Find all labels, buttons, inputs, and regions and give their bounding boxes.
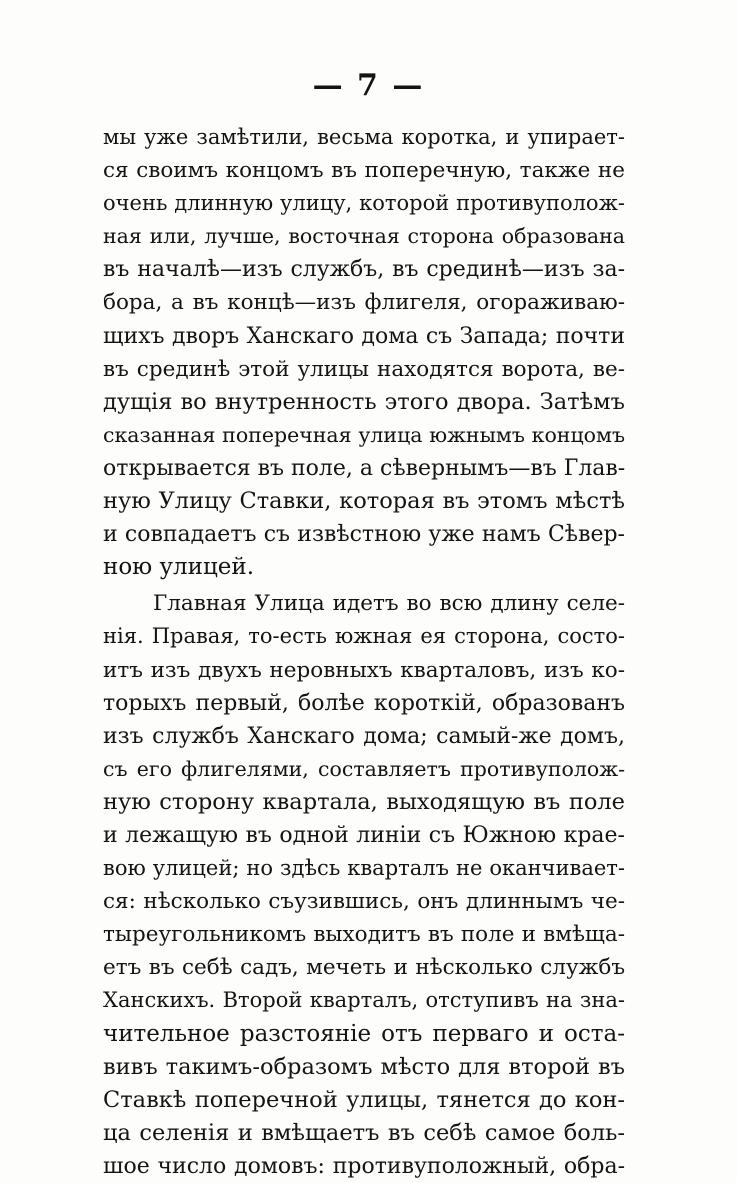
text-line: итъ изъ двухъ неровныхъ кварталовъ, изъ ко-: [103, 657, 625, 683]
text-line: открывается въ поле, а сѣвернымъ—въ Глав-: [103, 455, 625, 481]
text-line: нія. Правая, то-есть южная ея сторона, состо-: [103, 624, 625, 649]
text-line: Ставкѣ поперечной улицы, тянется до кон-: [103, 1086, 625, 1113]
text-line: торыхъ первый, болѣе короткій, образованъ: [103, 690, 625, 716]
text-line: чительное разстояніе отъ перваго и оста-: [103, 1020, 625, 1047]
text-line: ца селенія и вмѣщаетъ въ себѣ самое боль-: [103, 1119, 625, 1146]
paragraph: [103, 121, 625, 584]
body-text: [103, 121, 625, 1183]
text-line: ся своимъ концомъ въ поперечную, также не: [103, 158, 625, 184]
text-line: сказанная поперечная улица южнымъ концомъ: [103, 422, 625, 447]
text-line: Главная Улица идетъ во всю длину селе-: [153, 591, 625, 617]
text-line: етъ въ себѣ садъ, мечеть и нѣсколько службъ: [103, 955, 625, 981]
page-number: — 7 —: [312, 68, 425, 103]
text-line: мы уже замѣтили, весьма коротка, и упирает-: [103, 125, 625, 149]
text-line: вою улицей; но здѣсь кварталъ не оканчивает-: [103, 856, 625, 881]
text-line: шое число домовъ: противуположный, обра-: [103, 1153, 625, 1179]
text-line: изъ службъ Ханскаго дома; самый-же домъ,: [103, 723, 625, 749]
text-line: въ началѣ—изъ службъ, въ срединѣ—изъ за-: [103, 257, 625, 283]
text-line: ною улицей.: [103, 554, 255, 581]
text-line: ную сторону квартала, выходящую въ поле: [103, 788, 625, 815]
text-line: тыреугольникомъ выходитъ въ поле и вмѣща-: [103, 922, 625, 948]
text-line: съ его флигелями, составляетъ противуполож-: [103, 756, 625, 781]
text-line: очень длинную улицу, которой противуполож-: [103, 191, 625, 216]
text-line: вивъ такимъ-образомъ мѣсто для второй въ: [103, 1053, 625, 1080]
text-line: и лежащую въ одной линіи съ Южною крае-: [103, 822, 625, 848]
text-line: бора, а въ концѣ—изъ флигеля, огораживаю-: [103, 290, 625, 316]
text-line: щихъ дворъ Ханскаго дома съ Запада; почти: [103, 323, 625, 349]
paragraph: [103, 587, 625, 1183]
text-line: ная или, лучше, восточная сторона образована: [103, 224, 625, 249]
text-line: ную Улицу Ставки, которая въ этомъ мѣстѣ: [103, 488, 625, 515]
text-line: въ срединѣ этой улицы находятся ворота, ве-: [103, 356, 625, 382]
text-line: и совпадаетъ съ извѣстною уже намъ Сѣвер-: [103, 522, 625, 548]
text-line: Ханскихъ. Второй кварталъ, отступивъ на зна-: [103, 988, 625, 1013]
text-line: дущія во внутренность этого двора. Затѣмъ: [103, 388, 625, 415]
text-line: ся: нѣсколько съузившись, онъ длиннымъ че-: [103, 889, 625, 915]
